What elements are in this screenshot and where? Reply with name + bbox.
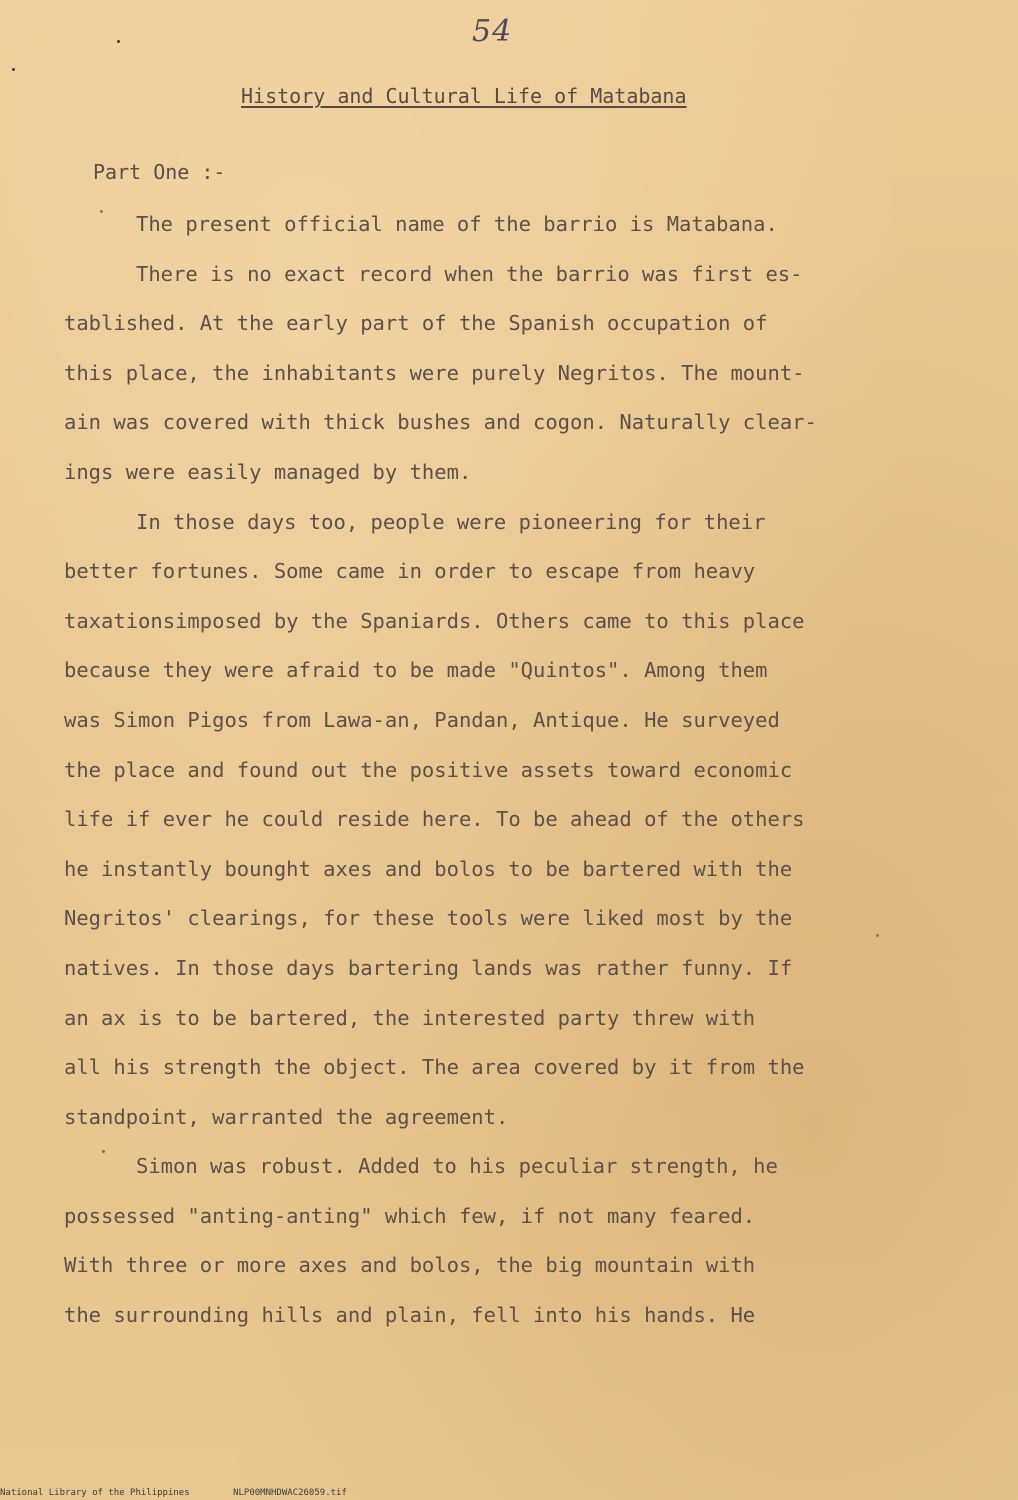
text-line: life if ever he could reside here. To be ahead of the others: [64, 807, 805, 832]
text-line: he instantly bounght axes and bolos to be bartered with the: [64, 856, 793, 881]
text-line: because they were afraid to be made "Quintos". Among them: [64, 658, 768, 683]
paper-speck: [117, 40, 120, 43]
scan-footer: [0, 1488, 347, 1498]
paper-speck: [100, 210, 103, 213]
text-line: With three or more axes and bolos, the big mountain with: [64, 1253, 756, 1278]
footer-filename: NLP00MNHDWAC26059.tif: [233, 1488, 347, 1498]
footer-library: National Library of the Philippines: [0, 1488, 190, 1498]
text-line: all his strength the object. The area covered by it from the: [64, 1055, 805, 1080]
text-line: In those days too, people were pioneering for their: [136, 509, 766, 534]
text-line: standpoint, warranted the agreement.: [64, 1104, 509, 1129]
text-line: this place, the inhabitants were purely Negritos. The mount-: [64, 360, 805, 385]
part-heading: Part One :-: [93, 160, 226, 184]
text-line: taxationsimposed by the Spaniards. Others came to this place: [64, 608, 805, 633]
text-line: tablished. At the early part of the Spanish occupation of: [64, 311, 768, 336]
document-title: History and Cultural Life of Matabana: [241, 84, 687, 108]
text-line: natives. In those days bartering lands was rather funny. If: [64, 955, 793, 980]
text-line: ings were easily managed by them.: [64, 459, 472, 484]
page-number: 54: [472, 14, 513, 49]
text-line: the surrounding hills and plain, fell into his hands. He: [64, 1303, 756, 1328]
text-line: the place and found out the positive assets toward economic: [64, 757, 793, 782]
paper-speck: [876, 934, 879, 937]
text-line: was Simon Pigos from Lawa-an, Pandan, Antique. He surveyed: [64, 707, 780, 732]
text-line: The present official name of the barrio is Matabana.: [136, 212, 778, 236]
body-text: [64, 200, 984, 1341]
text-line: Simon was robust. Added to his peculiar strength, he: [136, 1154, 778, 1179]
text-line: an ax is to be bartered, the interested party threw with: [64, 1005, 756, 1030]
text-line: better fortunes. Some came in order to escape from heavy: [64, 559, 756, 584]
paper-speck: [12, 68, 15, 71]
paper-speck: [102, 1150, 105, 1153]
text-line: ain was covered with thick bushes and cogon. Naturally clear-: [64, 410, 817, 435]
text-line: possessed "anting-anting" which few, if not many feared.: [64, 1203, 756, 1228]
text-line: Negritos' clearings, for these tools were liked most by the: [64, 906, 793, 931]
text-line: There is no exact record when the barrio was first es-: [136, 261, 803, 286]
